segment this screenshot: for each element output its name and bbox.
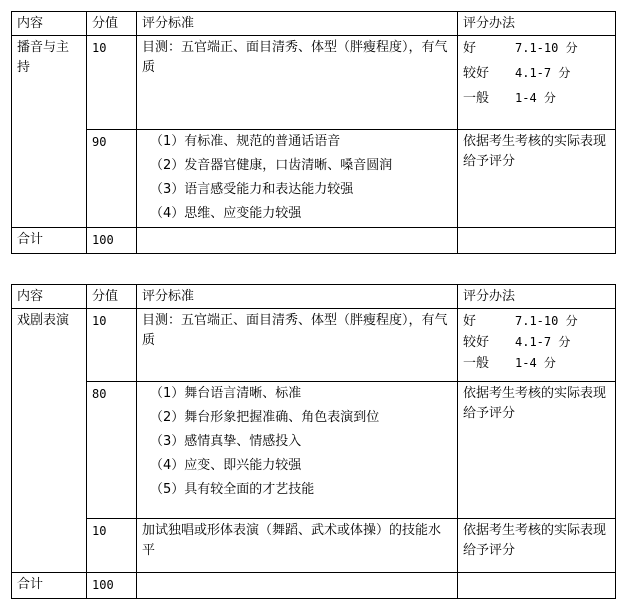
category-name: 戏剧表演: [17, 313, 70, 328]
method-cell: [458, 382, 616, 519]
method-text: 依据考生考核的实际表现给予评分: [463, 386, 607, 421]
method-text: 依据考生考核的实际表现给予评分: [463, 134, 607, 169]
header-score: 分值: [87, 285, 137, 309]
criteria-cell: [137, 130, 458, 228]
criteria-item: （3）语言感受能力和表达能力较强: [150, 182, 354, 197]
total-row: [12, 573, 616, 599]
header-category: 内容: [12, 12, 87, 36]
method-item: 较好 4.1-7 分: [463, 335, 571, 350]
scoring-table-drama: [11, 284, 616, 599]
criteria-item: （3）感情真挚、情感投入: [150, 434, 302, 449]
criteria-cell: [137, 309, 458, 382]
criteria-text: 加试独唱或形体表演（舞蹈、武术或体操）的技能水平: [142, 523, 442, 558]
criteria-cell: [137, 382, 458, 519]
criteria-text: 目测：五官端正、面目清秀、体型（胖瘦程度），有气质: [142, 40, 448, 75]
scoring-table-broadcasting: [11, 11, 616, 254]
table-header-row: [12, 12, 616, 36]
method-item: 好 7.1-10 分: [463, 314, 578, 329]
score-cell: 90: [87, 130, 137, 228]
table-row: [12, 382, 616, 519]
method-cell: [458, 36, 616, 130]
criteria-item: （5）具有较全面的才艺技能: [150, 482, 315, 497]
criteria-cell: [137, 519, 458, 573]
score-cell: 10: [87, 519, 137, 573]
total-value: 100: [87, 228, 137, 254]
method-item: 较好 4.1-7 分: [463, 66, 571, 81]
empty-cell: [458, 228, 616, 254]
header-criteria: 评分标准: [137, 12, 458, 36]
category-cell: [12, 309, 87, 573]
score-cell: 80: [87, 382, 137, 519]
criteria-item: （1）有标准、规范的普通话语音: [150, 134, 341, 149]
category-cell: [12, 36, 87, 228]
table-header-row: [12, 285, 616, 309]
method-cell: [458, 519, 616, 573]
header-category: 内容: [12, 285, 87, 309]
score-cell: 10: [87, 36, 137, 130]
criteria-item: （2）舞台形象把握准确、角色表演到位: [150, 410, 380, 425]
total-row: [12, 228, 616, 254]
criteria-item: （4）应变、即兴能力较强: [150, 458, 302, 473]
criteria-item: （2）发音器官健康，口齿清晰、嗓音圆润: [150, 158, 393, 173]
criteria-cell: [137, 36, 458, 130]
header-method: 评分办法: [458, 285, 616, 309]
method-item: 一般 1-4 分: [463, 356, 556, 371]
empty-cell: [137, 573, 458, 599]
header-criteria: 评分标准: [137, 285, 458, 309]
method-item: 一般 1-4 分: [463, 91, 556, 106]
total-label: 合计: [12, 573, 87, 599]
method-item: 好 7.1-10 分: [463, 41, 578, 56]
criteria-item: （4）思维、应变能力较强: [150, 206, 302, 221]
total-value: 100: [87, 573, 137, 599]
category-name: 播音与主持: [17, 40, 70, 75]
total-label: 合计: [12, 228, 87, 254]
table-row: [12, 36, 616, 130]
table-row: [12, 130, 616, 228]
method-cell: [458, 309, 616, 382]
table-row: [12, 309, 616, 382]
method-text: 依据考生考核的实际表现给予评分: [463, 523, 607, 558]
header-method: 评分办法: [458, 12, 616, 36]
criteria-text: 目测：五官端正、面目清秀、体型（胖瘦程度），有气质: [142, 313, 448, 348]
criteria-item: （1）舞台语言清晰、标准: [150, 386, 302, 401]
empty-cell: [458, 573, 616, 599]
method-cell: [458, 130, 616, 228]
header-score: 分值: [87, 12, 137, 36]
empty-cell: [137, 228, 458, 254]
score-cell: 10: [87, 309, 137, 382]
table-row: [12, 519, 616, 573]
